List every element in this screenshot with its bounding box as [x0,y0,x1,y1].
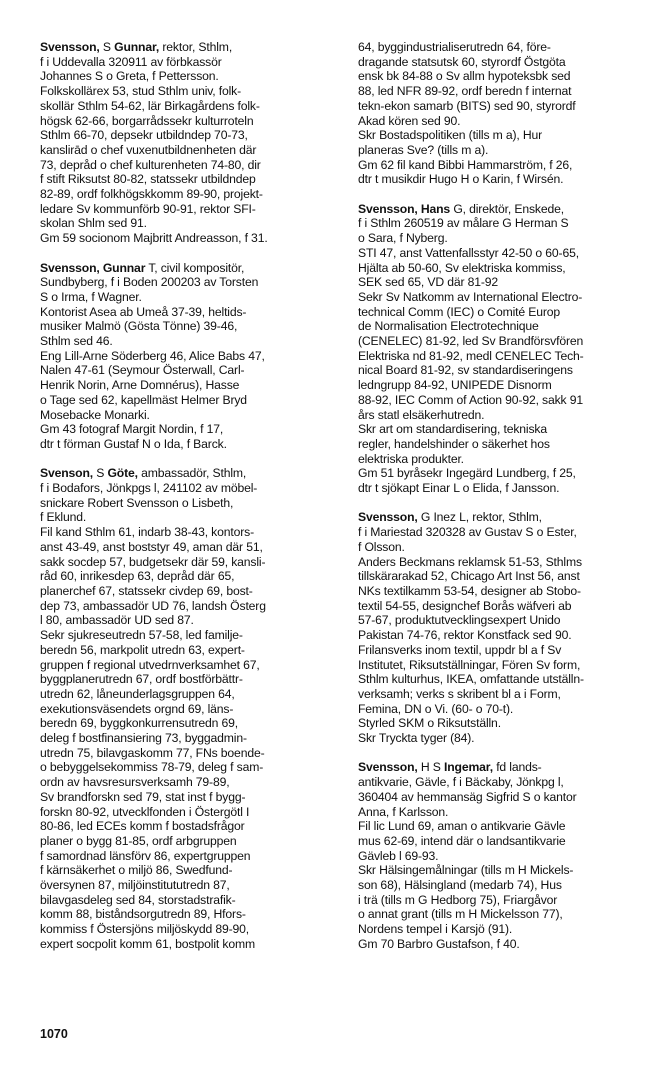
entry-text-line: elektriska produkter. [358,451,464,466]
biography-entry [358,202,650,496]
entry-text-line: Sthlm kulturhus, IKEA, omfattande utställn- [358,672,584,687]
entry-text-line: deleg f bostfinansiering 73, byggadmin- [40,731,247,746]
entry-text-line: planer o bygg 81-85, ordf arbgruppen [40,833,237,848]
entry-text-line: sakk socdep 57, budgetsekr där 59, kansli- [40,554,266,569]
entry-text-line: Nalen 47-61 (Seymour Österwall, Carl- [40,363,245,378]
entry-text-line: 80-86, led ECEs komm f bostadsfrågor [40,819,245,834]
entry-surname: Svensson, [40,40,100,54]
entry-text-line: Eng Lill-Arne Söderberg 46, Alice Babs 47, [40,348,265,363]
entry-text-line: f i Uddevalla 320911 av förbkassör [40,54,222,69]
entry-surname: Svensson, Hans [358,201,451,216]
entry-text-line: Sv brandforskn sed 79, stat inst f bygg- [40,789,246,804]
entry-text-line: planerchef 67, statssekr civdep 69, bost- [40,583,253,598]
entry-text-line: Gm 62 fil kand Bibbi Hammarström, f 26, [358,157,573,172]
entry-text-line: tillskärarakad 52, Chicago Art Inst 56, anst [358,569,580,584]
entry-title: rektor, Sthlm, [162,40,233,54]
entry-text-line: planeras Sve? (tills m a). [358,142,489,157]
entry-text-line: Fil lic Lund 69, aman o antikvarie Gävle [358,819,566,834]
entry-given-names: H S [420,760,441,775]
entry-text-line: utredn 62, låneunderlagsgruppen 64, [40,686,235,701]
entry-text-line: beredn 56, markpolit utredn 63, expert- [40,642,245,657]
entry-text-line: technical Comm (IEC) o Comité Europ [358,304,561,319]
entry-text-line: snickare Robert Svensson o Lisbeth, [40,495,234,510]
right-column [358,40,650,966]
entry-text-line: Nordens tempel i Karsjö (91). [358,922,513,937]
entry-text-line: års statl elsäkerhutredn. [358,407,485,422]
entry-text-line: STI 47, anst Vattenfallsstyr 42-50 o 60-65, [358,245,579,260]
biography-entry [358,510,650,745]
entry-text-line: Gm 43 fotograf Margit Nordin, f 17, [40,422,224,437]
biography-entry [40,466,325,951]
entry-text-line: regler, handelshinder o säkerhet hos [358,436,550,451]
entry-text-line: NKs textilkamm 53-54, designer ab Stobo- [358,583,581,598]
entry-text-line: i trä (tills m G Hedborg 75), Friargåvor [358,892,558,907]
entry-text-line: mus 62-69, intend där o landsantikvarie [358,833,566,848]
entry-text-line: högsk 62-66, borgarrådssekr kulturroteln [40,113,254,128]
biography-entry [358,40,650,187]
entry-text-line: ensk bk 84-88 o Sv allm hypoteksbk sed [358,69,571,84]
entry-text-line: textil 54-55, designchef Borås wäfveri ab [358,598,572,613]
entry-text-line: 88-92, IEC Comm of Action 90-92, sakk 91 [358,392,583,407]
entry-text-line: o Sara, f Nyberg. [358,231,448,246]
entry-text-line: Sekr sjukreseutredn 57-58, led familje- [40,628,243,643]
entry-text-line: Anders Beckmans reklamsk 51-53, Sthlms [358,554,582,569]
entry-text-line: f i Bodafors, Jönkpgs l, 241102 av möbel- [40,481,258,496]
entry-text-line: skolan Shlm sed 91. [40,216,147,231]
entry-text-line: Elektriska nd 81-92, medl CENELEC Tech- [358,348,584,363]
entry-text-line: de Normalisation Electrotechnique [358,319,539,334]
entry-surname: Svenson, [40,466,93,481]
entry-text-line: dtr t musikdir Hugo H o Karin, f Wirsén. [358,172,564,187]
entry-text-line: f samordnad länsförv 86, expertgruppen [40,848,251,863]
entry-text-line: 64, byggindustrialiserutredn 64, före- [358,40,551,54]
entry-text-line: Gm 51 byråsekr Ingegärd Lundberg, f 25, [358,466,576,481]
entry-text-line: Skr Hälsingemålningar (tills m H Mickels- [358,863,574,878]
entry-text-line: f stift Riksutst 80-82, statssekr utbildndep [40,172,256,187]
entry-text-line: Gm 59 socionom Majbritt Andreasson, f 31. [40,231,268,246]
entry-heading-line [40,40,325,55]
entry-heading-line [40,466,325,481]
entry-text-line: Styrled SKM o Riksutställn. [358,716,501,731]
entry-title: fd lands- [496,760,542,775]
entry-text-line: o annat grant (tills m H Mickelsson 77), [358,907,563,922]
entry-text-line: o Tage sed 62, kapellmäst Helmer Bryd [40,392,247,407]
entry-text-line: kommiss f Östersjöns miljöskydd 89-90, [40,922,249,937]
entry-text-line: komm 88, biståndsorgutredn 89, Hfors- [40,907,246,922]
entry-heading-line [358,202,650,217]
entry-given-names: S [102,40,111,54]
entry-calling-name: Gunnar, [114,40,160,54]
entry-calling-name: Göte, [107,466,138,481]
entry-text-line: SEK sed 65, VD där 81-92 [358,275,499,290]
entry-title: G, direktör, Enskede, [453,201,564,216]
entry-text-line: son 68), Hälsingland (medarb 74), Hus [358,878,562,893]
entry-text-line: Femina, DN o Vi. (60- o 70-t). [358,701,514,716]
entry-text-line: Sthlm sed 46. [40,334,113,349]
entry-text-line: beredn 69, byggkonkurrensutredn 69, [40,716,239,731]
entry-text-line: Sundbyberg, f i Boden 200203 av Torsten [40,275,259,290]
entry-text-line: byggplanerutredn 67, ordf bostförbättr- [40,672,243,687]
entry-text-line: musiker Malmö (Gösta Tönne) 39-46, [40,319,238,334]
entry-surname: Svensson, [358,760,418,775]
entry-text-line: Frilansverks inom textil, uppdr bl a f Sv [358,642,562,657]
biography-entry [40,40,325,246]
entry-text-line: exekutionsväsendets orgnd 69, läns- [40,701,234,716]
entry-text-line: 73, depråd o chef kulturenheten 74-80, dir [40,157,261,172]
left-column [40,40,325,966]
entry-text-line: expert socpolit komm 61, bostpolit komm [40,936,255,951]
entry-text-line: Institutet, Riksutställningar, Fören Sv form, [358,657,581,672]
entry-text-line: Mosebacke Monarki. [40,407,150,422]
entry-text-line: Gävleb l 69-93. [358,848,439,863]
entry-calling-name: Ingemar, [444,760,493,775]
entry-given-names: S [96,466,105,481]
entry-heading-line [358,510,650,525]
entry-text-line: S o Irma, f Wagner. [40,289,142,304]
entry-text-line: översynen 87, miljöinstitututredn 87, [40,878,230,893]
entry-text-line: dragande statsutsk 60, styrordf Östgöta [358,54,566,69]
entry-text-line: Skr Bostadspolitiken (tills m a), Hur [358,128,543,143]
entry-text-line: Skr art om standardisering, tekniska [358,422,548,437]
entry-text-line: verksamh; verks s skribent bl a i Form, [358,686,561,701]
entry-text-line: Akad kören sed 90. [358,113,461,128]
entry-text-line: ordn av havsresursverksamh 79-89, [40,775,230,790]
entry-text-line: 57-67, produktutvecklingsexpert Unido [358,613,561,628]
entry-text-line: f Eklund. [40,510,87,525]
entry-text-line: Folkskollärex 53, stud Sthlm univ, folk- [40,84,242,99]
entry-text-line: Johannes S o Greta, f Pettersson. [40,69,219,84]
entry-text-line: f i Sthlm 260519 av målare G Herman S [358,216,569,231]
entry-text-line: Kontorist Asea ab Umeå 37-39, heltids- [40,304,247,319]
entry-text-line: dtr t förman Gustaf N o Ida, f Barck. [40,436,227,451]
entry-text-line: Henrik Norin, Arne Domnérus), Hasse [40,378,240,393]
entry-text-line: Hjälta ab 50-60, Sv elektriska kommiss, [358,260,566,275]
entry-text-line: Sthlm 66-70, depsekr utbildndep 70-73, [40,128,248,143]
entry-text-line: Gm 70 Barbro Gustafson, f 40. [358,936,520,951]
entry-surname: Svensson, Gunnar [40,260,146,275]
entry-text-line: ledare Sv kommunförb 90-91, rektor SFI- [40,201,256,216]
page-number: 1070 [40,1027,68,1041]
entry-text-line: Pakistan 74-76, rektor Konstfack sed 90. [358,628,572,643]
entry-heading-line [40,261,325,276]
entry-text-line: f kärnsäkerhet o miljö 86, Swedfund- [40,863,233,878]
entry-text-line: 88, led NFR 89-92, ordf beredn f internat [358,84,572,99]
entry-text-line: antikvarie, Gävle, f i Bäckaby, Jönkpg l, [358,775,564,790]
entry-text-line: dep 73, ambassadör UD 76, landsh Österg [40,598,266,613]
entry-text-line: o bebyggelsekommiss 78-79, deleg f sam- [40,760,264,775]
entry-title: T, civil kompositör, [148,260,245,275]
entry-text-line: anst 43-49, anst boststyr 49, aman där 51, [40,539,263,554]
entry-text-line: (CENELEC) 81-92, led Sv Brandförsvfören [358,334,584,349]
entry-title: G Inez L, rektor, Sthlm, [420,510,542,525]
entry-text-line: kanslirād o chef vuxenutbildnenheten där [40,142,257,157]
entry-text-line: nical Board 81-92, sv standardiseringens [358,363,573,378]
entry-text-line: Fil kand Sthlm 61, indarb 38-43, kontors- [40,525,255,540]
entry-title: ambassadör, Sthlm, [141,466,247,481]
biography-entry [40,261,325,452]
entry-text-line: Skr Tryckta tyger (84). [358,731,475,746]
entry-text-line: 82-89, ordf folkhögskkomm 89-90, projekt- [40,187,263,202]
entry-text-line: utredn 75, bilavgaskomm 77, FNs boende- [40,745,265,760]
entry-text-line: skollär Sthlm 54-62, lär Birkagårdens folk- [40,98,260,113]
entry-text-line: f Olsson. [358,539,405,554]
entry-text-line: råd 60, inrikesdep 63, depråd där 65, [40,569,235,584]
entry-text-line: gruppen f regional utvedrnverksamhet 67, [40,657,260,672]
entry-text-line: f i Mariestad 320328 av Gustav S o Ester, [358,525,577,540]
entry-text-line: forskn 80-92, utvecklfonden i Östergötl I [40,804,250,819]
entry-text-line: 360404 av hemmansäg Sigfrid S o kantor [358,789,577,804]
entry-text-line: Anna, f Karlsson. [358,804,449,819]
biography-entry [358,760,650,951]
entry-heading-line [358,760,650,775]
entry-text-line: dtr t sjökapt Einar L o Elida, f Jansson. [358,481,560,496]
entry-text-line: Sekr Sv Natkomm av International Electro- [358,289,583,304]
entry-text-line: tekn-ekon samarb (BITS) sed 90, styrordf [358,98,576,113]
entry-surname: Svensson, [358,510,418,525]
entry-text-line: ledngrupp 84-92, UNIPEDE Disnorm [358,378,552,393]
entry-text-line: bilavgasdeleg sed 84, storstadstrafik- [40,892,236,907]
entry-text-line: l 80, ambassadör UD sed 87. [40,613,194,628]
